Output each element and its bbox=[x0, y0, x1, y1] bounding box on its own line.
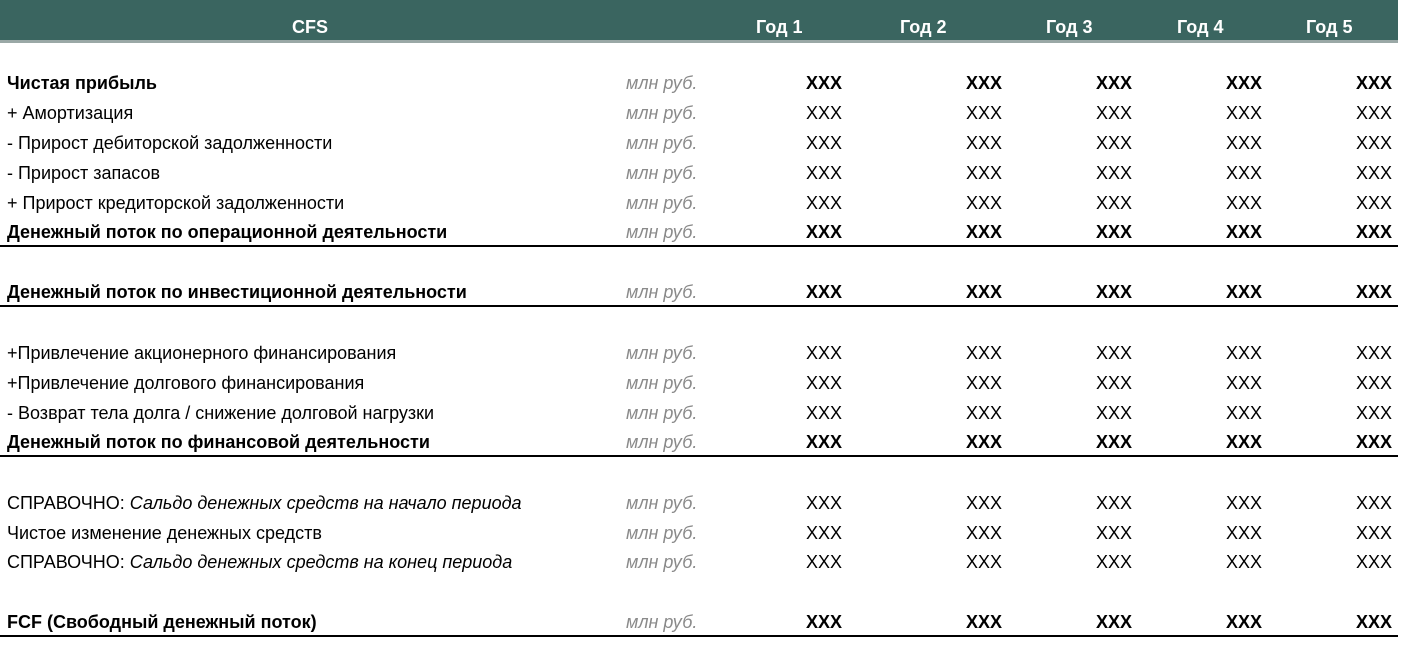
table-row-amortization bbox=[0, 96, 1398, 126]
value-year-3: XXX bbox=[1095, 432, 1132, 452]
value-year-2: XXX bbox=[965, 193, 1002, 213]
value-year-5: XXX bbox=[1355, 493, 1392, 513]
value-year-2: XXX bbox=[965, 282, 1002, 302]
row-unit: млн руб. bbox=[626, 612, 698, 632]
value-year-4: XXX bbox=[1225, 432, 1262, 452]
value-year-4: XXX bbox=[1225, 222, 1262, 242]
value-year-2: XXX bbox=[965, 343, 1002, 363]
row-label: Денежный поток по инвестиционной деятельности bbox=[7, 282, 467, 302]
row-unit: млн руб. bbox=[626, 282, 698, 302]
row-unit: млн руб. bbox=[626, 73, 698, 93]
value-year-3: XXX bbox=[1095, 493, 1132, 513]
value-year-4: XXX bbox=[1225, 282, 1262, 302]
value-year-4: XXX bbox=[1225, 343, 1262, 363]
value-year-1: XXX bbox=[805, 403, 842, 423]
value-year-2: XXX bbox=[965, 552, 1002, 572]
value-year-1: XXX bbox=[805, 612, 842, 632]
value-year-1: XXX bbox=[805, 523, 842, 543]
value-year-3: XXX bbox=[1095, 612, 1132, 632]
value-year-3: XXX bbox=[1095, 103, 1132, 123]
row-unit: млн руб. bbox=[626, 343, 698, 363]
table-row-investing-cf bbox=[0, 275, 1398, 307]
row-label: +Привлечение долгового финансирования bbox=[7, 373, 365, 393]
value-year-5: XXX bbox=[1355, 163, 1392, 183]
value-year-1: XXX bbox=[805, 103, 842, 123]
value-year-1: XXX bbox=[805, 343, 842, 363]
table-row-payables bbox=[0, 186, 1398, 216]
table-row-financing-cf bbox=[0, 425, 1398, 457]
year-header-4: Год 4 bbox=[1177, 17, 1224, 37]
value-year-3: XXX bbox=[1095, 523, 1132, 543]
value-year-4: XXX bbox=[1225, 552, 1262, 572]
row-label: Чистая прибыль bbox=[7, 73, 157, 93]
row-unit: млн руб. bbox=[626, 163, 698, 183]
value-year-5: XXX bbox=[1355, 222, 1392, 242]
row-label: - Возврат тела долга / снижение долговой нагрузки bbox=[7, 403, 435, 423]
value-year-1: XXX bbox=[805, 282, 842, 302]
value-year-2: XXX bbox=[965, 493, 1002, 513]
value-year-1: XXX bbox=[805, 163, 842, 183]
table-row-receivables bbox=[0, 126, 1398, 156]
value-year-5: XXX bbox=[1355, 193, 1392, 213]
row-unit: млн руб. bbox=[626, 403, 698, 423]
value-year-4: XXX bbox=[1225, 163, 1262, 183]
value-year-4: XXX bbox=[1225, 193, 1262, 213]
value-year-2: XXX bbox=[965, 73, 1002, 93]
value-year-3: XXX bbox=[1095, 373, 1132, 393]
value-year-5: XXX bbox=[1355, 133, 1392, 153]
value-year-2: XXX bbox=[965, 222, 1002, 242]
value-year-5: XXX bbox=[1355, 523, 1392, 543]
value-year-4: XXX bbox=[1225, 373, 1262, 393]
value-year-3: XXX bbox=[1095, 552, 1132, 572]
value-year-5: XXX bbox=[1355, 73, 1392, 93]
value-year-3: XXX bbox=[1095, 282, 1132, 302]
value-year-1: XXX bbox=[805, 373, 842, 393]
value-year-5: XXX bbox=[1355, 432, 1392, 452]
value-year-5: XXX bbox=[1355, 282, 1392, 302]
value-year-2: XXX bbox=[965, 403, 1002, 423]
table-row-debt-repayment bbox=[0, 396, 1398, 426]
year-header-2: Год 2 bbox=[900, 17, 947, 37]
row-unit: млн руб. bbox=[626, 103, 698, 123]
row-label-italic: Сальдо денежных средств на конец периода bbox=[129, 552, 513, 572]
value-year-3: XXX bbox=[1095, 343, 1132, 363]
value-year-1: XXX bbox=[805, 222, 842, 242]
table-title: CFS bbox=[292, 17, 328, 37]
value-year-1: XXX bbox=[805, 133, 842, 153]
table-row-closing-balance bbox=[0, 545, 1398, 575]
year-header-1: Год 1 bbox=[756, 17, 803, 37]
row-unit: млн руб. bbox=[626, 493, 698, 513]
row-label: - Прирост дебиторской задолженности bbox=[7, 133, 333, 153]
row-unit: млн руб. bbox=[626, 523, 698, 543]
value-year-3: XXX bbox=[1095, 73, 1132, 93]
table-row-opening-balance bbox=[0, 486, 1398, 516]
table-row-fcf bbox=[0, 605, 1398, 637]
value-year-5: XXX bbox=[1355, 552, 1392, 572]
value-year-2: XXX bbox=[965, 103, 1002, 123]
row-label-prefix: СПРАВОЧНО: bbox=[7, 552, 130, 572]
value-year-2: XXX bbox=[965, 612, 1002, 632]
table-row-net-cash-change bbox=[0, 516, 1398, 546]
row-label: +Привлечение акционерного финансирования bbox=[7, 343, 397, 363]
value-year-4: XXX bbox=[1225, 133, 1262, 153]
value-year-5: XXX bbox=[1355, 103, 1392, 123]
row-label: Денежный поток по финансовой деятельности bbox=[7, 432, 430, 452]
row-label: Чистое изменение денежных средств bbox=[7, 523, 322, 543]
table-row-operating-cf bbox=[0, 215, 1398, 247]
row-unit: млн руб. bbox=[626, 373, 698, 393]
row-label bbox=[7, 492, 522, 514]
value-year-5: XXX bbox=[1355, 403, 1392, 423]
value-year-3: XXX bbox=[1095, 163, 1132, 183]
value-year-2: XXX bbox=[965, 133, 1002, 153]
row-label: + Амортизация bbox=[7, 103, 134, 123]
value-year-3: XXX bbox=[1095, 133, 1132, 153]
value-year-3: XXX bbox=[1095, 193, 1132, 213]
value-year-1: XXX bbox=[805, 552, 842, 572]
row-label bbox=[7, 551, 512, 573]
year-header-3: Год 3 bbox=[1046, 17, 1093, 37]
row-label: Денежный поток по операционной деятельности bbox=[7, 222, 448, 242]
value-year-2: XXX bbox=[965, 432, 1002, 452]
value-year-4: XXX bbox=[1225, 493, 1262, 513]
value-year-4: XXX bbox=[1225, 73, 1262, 93]
value-year-1: XXX bbox=[805, 73, 842, 93]
value-year-2: XXX bbox=[965, 523, 1002, 543]
row-unit: млн руб. bbox=[626, 432, 698, 452]
row-label: FCF (Свободный денежный поток) bbox=[7, 612, 317, 632]
year-header-5: Год 5 bbox=[1306, 17, 1353, 37]
row-unit: млн руб. bbox=[626, 193, 698, 213]
row-label: - Прирост запасов bbox=[7, 163, 161, 183]
row-unit: млн руб. bbox=[626, 552, 698, 572]
value-year-5: XXX bbox=[1355, 343, 1392, 363]
row-unit: млн руб. bbox=[626, 133, 698, 153]
value-year-5: XXX bbox=[1355, 612, 1392, 632]
value-year-4: XXX bbox=[1225, 403, 1262, 423]
row-unit: млн руб. bbox=[626, 222, 698, 242]
table-row-debt-financing bbox=[0, 366, 1398, 396]
value-year-5: XXX bbox=[1355, 373, 1392, 393]
table-row-inventory bbox=[0, 156, 1398, 186]
value-year-4: XXX bbox=[1225, 523, 1262, 543]
table-row-equity-financing bbox=[0, 336, 1398, 366]
row-label-prefix: СПРАВОЧНО: bbox=[7, 493, 130, 513]
value-year-4: XXX bbox=[1225, 612, 1262, 632]
value-year-1: XXX bbox=[805, 493, 842, 513]
value-year-1: XXX bbox=[805, 432, 842, 452]
row-label-italic: Сальдо денежных средств на начало периода bbox=[129, 493, 522, 513]
table-row-net-profit bbox=[0, 66, 1398, 96]
row-label: + Прирост кредиторской задолженности bbox=[7, 193, 345, 213]
value-year-4: XXX bbox=[1225, 103, 1262, 123]
value-year-2: XXX bbox=[965, 163, 1002, 183]
value-year-3: XXX bbox=[1095, 403, 1132, 423]
value-year-1: XXX bbox=[805, 193, 842, 213]
value-year-3: XXX bbox=[1095, 222, 1132, 242]
value-year-2: XXX bbox=[965, 373, 1002, 393]
table-header bbox=[0, 0, 1398, 43]
